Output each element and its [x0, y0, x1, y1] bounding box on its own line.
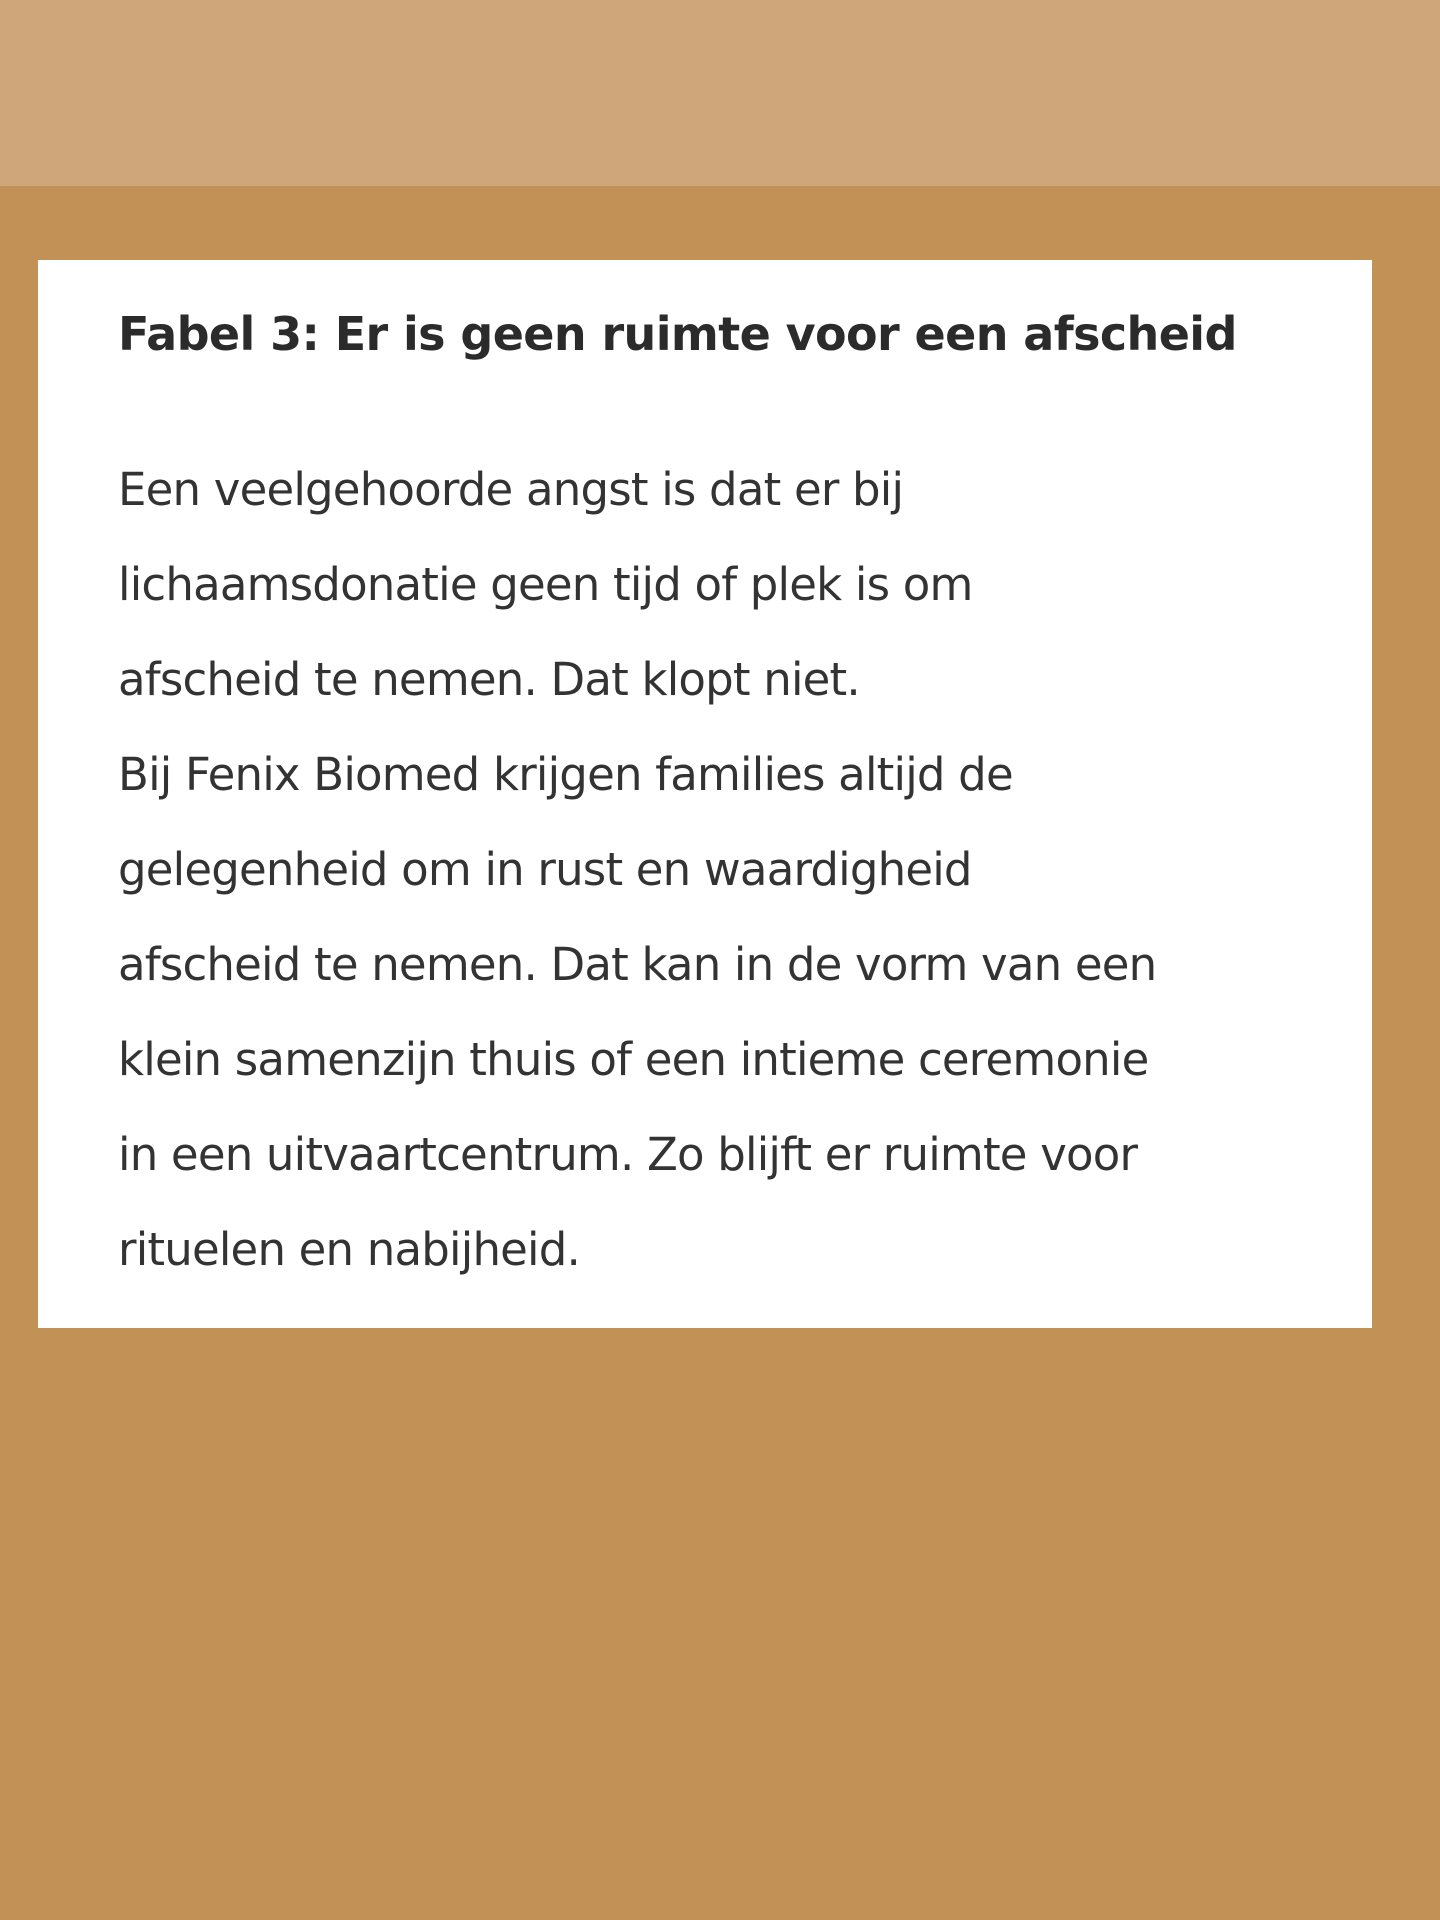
body-line: klein samenzijn thuis of een intieme ceremonie: [118, 1033, 1149, 1086]
card-title: Fabel 3: Er is geen ruimte voor een afscheid: [118, 307, 1237, 361]
body-line: afscheid te nemen. Dat kan in de vorm van een: [118, 938, 1157, 991]
body-line: rituelen en nabijheid.: [118, 1223, 581, 1276]
body-line: lichaamsdonatie geen tijd of plek is om: [118, 558, 973, 611]
top-band: [0, 0, 1440, 186]
body-line: Een veelgehoorde angst is dat er bij: [118, 463, 904, 516]
body-line: in een uitvaartcentrum. Zo blijft er ruimte voor: [118, 1128, 1138, 1181]
body-line: afscheid te nemen. Dat klopt niet.: [118, 653, 860, 706]
body-line: gelegenheid om in rust en waardigheid: [118, 843, 972, 896]
card-body: [118, 442, 1332, 1297]
content-card: [38, 260, 1372, 1328]
body-line: Bij Fenix Biomed krijgen families altijd de: [118, 748, 1013, 801]
